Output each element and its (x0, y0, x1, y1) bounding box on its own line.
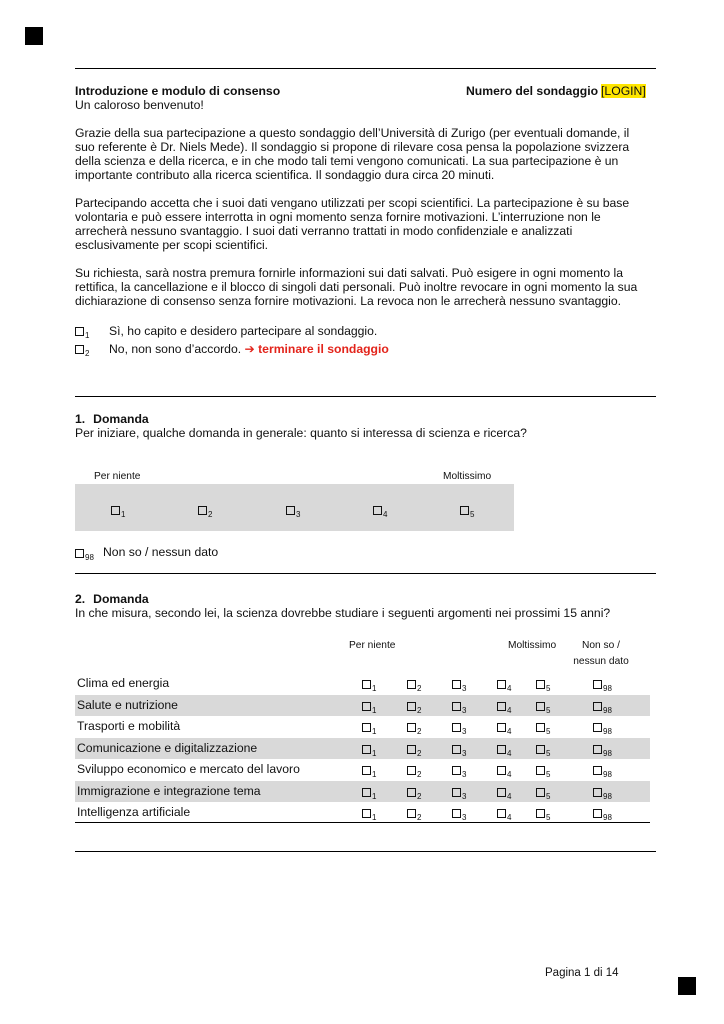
q2-option-dont-know[interactable]: 98 (593, 742, 612, 761)
q2-option-dont-know[interactable]: 98 (593, 699, 612, 718)
checkbox[interactable] (593, 766, 602, 775)
q2-option-4[interactable]: 4 (497, 785, 511, 804)
checkbox[interactable] (362, 788, 371, 797)
checkbox[interactable] (198, 506, 207, 515)
q1-text: Per iniziare, qualche domanda in generale: quanto si interessa di scienza e ricerca? (75, 426, 527, 440)
q2-option-1[interactable]: 1 (362, 699, 376, 718)
checkbox[interactable] (362, 702, 371, 711)
q2-option-2[interactable]: 2 (407, 806, 421, 825)
checkbox[interactable] (407, 723, 416, 732)
q2-option-2[interactable]: 2 (407, 699, 421, 718)
checkbox[interactable] (452, 702, 461, 711)
checkbox[interactable] (407, 788, 416, 797)
bottom-rule (75, 851, 656, 852)
q2-table-bottom-rule (75, 822, 650, 823)
q2-row (75, 781, 650, 802)
q2-row (75, 716, 650, 737)
checkbox[interactable] (536, 723, 545, 732)
section-rule (75, 396, 656, 397)
q2-row-label: Clima ed energia (77, 676, 170, 690)
corner-marker-top-left (25, 27, 43, 45)
q2-option-4[interactable]: 4 (497, 806, 511, 825)
checkbox[interactable] (497, 702, 506, 711)
q1-high-label: Moltissimo (443, 471, 492, 482)
login-placeholder: [LOGIN] (601, 84, 646, 98)
consent-option-yes-label: Sì, ho capito e desidero partecipare al sondaggio. (109, 324, 378, 338)
q2-option-2[interactable]: 2 (407, 785, 421, 804)
q2-option-4[interactable]: 4 (497, 720, 511, 739)
checkbox[interactable] (536, 766, 545, 775)
q2-option-1[interactable]: 1 (362, 806, 376, 825)
consent-option-no[interactable]: 2 (75, 342, 89, 361)
q2-option-1[interactable]: 1 (362, 742, 376, 761)
survey-number (466, 84, 646, 98)
checkbox[interactable] (452, 766, 461, 775)
q2-row (75, 673, 650, 694)
section-rule (75, 573, 656, 574)
q2-option-dont-know[interactable]: 98 (593, 785, 612, 804)
consent-option-yes[interactable]: 1 (75, 324, 89, 343)
q1-option-5[interactable]: 5 (460, 503, 474, 522)
q1-heading: 1. Domanda (75, 412, 149, 426)
q2-option-3[interactable]: 3 (452, 763, 466, 782)
q2-option-2[interactable]: 2 (407, 763, 421, 782)
q2-row-label: Intelligenza artificiale (77, 805, 191, 819)
q2-option-1[interactable]: 1 (362, 677, 376, 696)
q2-row (75, 759, 650, 780)
checkbox[interactable] (452, 680, 461, 689)
q1-option-4[interactable]: 4 (373, 503, 387, 522)
checkbox[interactable] (536, 702, 545, 711)
q2-option-2[interactable]: 2 (407, 720, 421, 739)
checkbox[interactable] (111, 506, 120, 515)
checkbox[interactable] (407, 809, 416, 818)
q2-option-1[interactable]: 1 (362, 785, 376, 804)
checkbox[interactable] (536, 745, 545, 754)
checkbox[interactable] (593, 809, 602, 818)
q2-option-5[interactable]: 5 (536, 763, 550, 782)
q2-low-label: Per niente (349, 640, 396, 651)
checkbox[interactable] (75, 549, 84, 558)
q2-row (75, 695, 650, 716)
q2-option-5[interactable]: 5 (536, 677, 550, 696)
q1-option-1[interactable]: 1 (111, 503, 125, 522)
checkbox[interactable] (497, 680, 506, 689)
q2-option-4[interactable]: 4 (497, 677, 511, 696)
intro-paragraph-3: Su richiesta, sarà nostra premura fornirle informazioni sui dati salvati. Può esigere in ogni momento la rettifica, la cancellazione e il blocco di singoli dati personali. Può inoltre revocare in ogni momento la sua dichiarazione di consenso senza fornire motivazioni. La revoca non le arrecherà nessuno svantaggio. (75, 266, 638, 308)
section-title: Introduzione e modulo di consenso (75, 84, 281, 98)
checkbox[interactable] (362, 745, 371, 754)
checkbox[interactable] (407, 766, 416, 775)
q2-option-1[interactable]: 1 (362, 720, 376, 739)
q2-option-dont-know[interactable]: 98 (593, 806, 612, 825)
consent-option-no-label: No, non sono d’accordo. ➔ terminare il sondaggio (109, 342, 389, 356)
checkbox[interactable] (536, 788, 545, 797)
checkbox[interactable] (497, 788, 506, 797)
q1-dont-know-option[interactable]: 98 (75, 546, 94, 565)
survey-number-label: Numero del sondaggio (466, 84, 599, 98)
q2-option-3[interactable]: 3 (452, 785, 466, 804)
checkbox[interactable] (362, 766, 371, 775)
q2-row-label: Salute e nutrizione (77, 697, 178, 712)
q1-option-3[interactable]: 3 (286, 503, 300, 522)
checkbox[interactable] (362, 680, 371, 689)
checkbox[interactable] (460, 506, 469, 515)
q2-row (75, 738, 650, 759)
q2-row-label: Comunicazione e digitalizzazione (77, 740, 258, 755)
q2-option-5[interactable]: 5 (536, 806, 550, 825)
q2-option-3[interactable]: 3 (452, 699, 466, 718)
q2-row-label: Sviluppo economico e mercato del lavoro (77, 762, 300, 776)
q2-option-1[interactable]: 1 (362, 763, 376, 782)
checkbox[interactable] (593, 723, 602, 732)
checkbox[interactable] (497, 723, 506, 732)
checkbox[interactable] (407, 702, 416, 711)
checkbox[interactable] (452, 788, 461, 797)
q2-option-2[interactable]: 2 (407, 677, 421, 696)
q2-option-3[interactable]: 3 (452, 742, 466, 761)
intro-paragraph-1: Grazie della sua partecipazione a questo sondaggio dell’Università di Zurigo (per eventuali domande, il suo referente è Dr. Niels Mede). Il sondaggio si propone di rilevare cosa pensa la popolazione svizzera della scienza e della ricerca, e in che modo tali temi vengono comunicati. La sua partecipazione è un importante contributo alla ricerca scientifica. Il sondaggio dura circa 20 minuti. (75, 126, 630, 182)
q2-option-dont-know[interactable]: 98 (593, 763, 612, 782)
q1-dont-know-label: Non so / nessun dato (103, 545, 219, 559)
q2-option-5[interactable]: 5 (536, 720, 550, 739)
q2-option-4[interactable]: 4 (497, 699, 511, 718)
page-number: Pagina 1 di 14 (545, 967, 619, 979)
checkbox[interactable] (362, 723, 371, 732)
q2-high-label: Moltissimo (508, 640, 557, 651)
q2-option-3[interactable]: 3 (452, 720, 466, 739)
q1-option-2[interactable]: 2 (198, 503, 212, 522)
checkbox[interactable] (452, 723, 461, 732)
checkbox[interactable] (407, 680, 416, 689)
checkbox[interactable] (407, 745, 416, 754)
q2-option-5[interactable]: 5 (536, 742, 550, 761)
checkbox[interactable] (75, 327, 84, 336)
checkbox[interactable] (452, 809, 461, 818)
checkbox[interactable] (497, 745, 506, 754)
q2-option-dont-know[interactable]: 98 (593, 720, 612, 739)
checkbox[interactable] (452, 745, 461, 754)
q2-option-dont-know[interactable]: 98 (593, 677, 612, 696)
q2-option-5[interactable]: 5 (536, 785, 550, 804)
q2-option-3[interactable]: 3 (452, 677, 466, 696)
checkbox[interactable] (593, 680, 602, 689)
q2-row-label: Immigrazione e integrazione tema (77, 783, 261, 798)
checkbox[interactable] (593, 745, 602, 754)
checkbox[interactable] (593, 702, 602, 711)
q1-low-label: Per niente (94, 471, 141, 482)
q2-row (75, 802, 650, 823)
checkbox[interactable] (536, 680, 545, 689)
top-rule (75, 68, 656, 69)
q2-option-5[interactable]: 5 (536, 699, 550, 718)
q2-text: In che misura, secondo lei, la scienza dovrebbe studiare i seguenti argomenti nei prossimi 15 anni? (75, 606, 611, 620)
q2-option-4[interactable]: 4 (497, 742, 511, 761)
checkbox[interactable] (75, 345, 84, 354)
welcome-text: Un caloroso benvenuto! (75, 98, 204, 112)
checkbox[interactable] (536, 809, 545, 818)
q2-option-4[interactable]: 4 (497, 763, 511, 782)
checkbox[interactable] (286, 506, 295, 515)
corner-marker-bottom-right (678, 977, 696, 995)
intro-paragraph-2: Partecipando accetta che i suoi dati vengano utilizzati per scopi scientifici. La partecipazione è su base volontaria e può essere interrotta in ogni momento senza fornire motivazioni. L’interruzione non le arrecherà nessuno svantaggio. I suoi dati verranno trattati in modo confidenziale e analizzati esclusivamente per scopi scientifici. (75, 196, 630, 252)
checkbox[interactable] (373, 506, 382, 515)
q2-option-2[interactable]: 2 (407, 742, 421, 761)
checkbox[interactable] (362, 809, 371, 818)
q2-row-label: Trasporti e mobilità (77, 719, 181, 733)
q2-option-3[interactable]: 3 (452, 806, 466, 825)
terminate-survey-link[interactable]: terminare il sondaggio (258, 342, 389, 356)
arrow-right-icon: ➔ (244, 342, 255, 356)
checkbox[interactable] (593, 788, 602, 797)
checkbox[interactable] (497, 809, 506, 818)
q2-heading: 2. Domanda (75, 592, 149, 606)
q2-dont-know-header: Non so / nessun dato (573, 640, 629, 667)
checkbox[interactable] (497, 766, 506, 775)
